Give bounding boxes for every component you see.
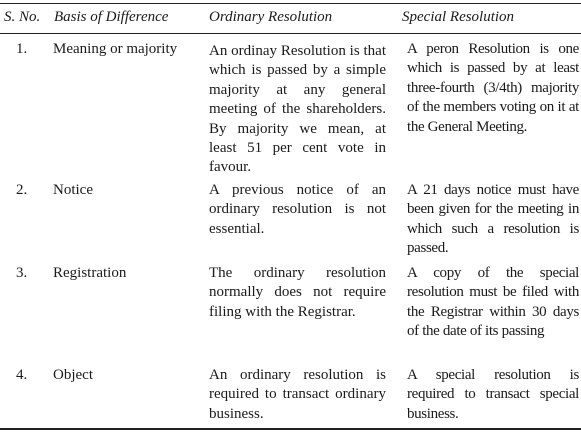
row-1-basis: Meaning or majority [53, 41, 178, 57]
row-3-ordinary: The ordinary resolution normally does not require filing with the Registrar. [209, 265, 386, 320]
row-4-special: A special resolution is required to transact special business. [407, 367, 579, 422]
row-1-special: A peron Resolution is one which is passed by at least three-fourth (3/4th) majority of the members voting on it at the General Meeting. [407, 41, 579, 135]
table-bottom-rule [0, 428, 581, 430]
row-1-sno: 1. [16, 41, 28, 57]
row-2-basis: Notice [53, 182, 93, 198]
row-3-sno: 3. [16, 265, 28, 281]
header-special: Special Resolution [402, 9, 515, 25]
row-3-basis: Registration [53, 265, 127, 281]
header-rule [0, 33, 581, 34]
row-1-ordinary: An ordinay Resolution is that which is passed by a simple majority at any general meeting of the shareholders. By majority we mean, at least 51 per cent vote in favour. [209, 43, 386, 176]
header-ordinary: Ordinary Resolution [209, 9, 333, 25]
row-4-basis: Object [53, 367, 93, 383]
header-sno: S. No. [4, 9, 41, 25]
table-top-rule [0, 3, 581, 4]
row-4-ordinary: An ordinary resolution is required to transact ordinary business. [209, 367, 386, 422]
row-2-ordinary: A previous notice of an ordinary resolution is not essential. [209, 182, 386, 237]
header-basis: Basis of Difference [54, 9, 169, 25]
row-4-sno: 4. [16, 367, 28, 383]
row-3-special: A copy of the special resolution must be filed with the Registrar within 30 days of the date of its passing [407, 265, 579, 340]
row-2-special: A 21 days notice must have been given for the meeting in which such a resolution is passed. [407, 182, 579, 257]
row-2-sno: 2. [16, 182, 28, 198]
